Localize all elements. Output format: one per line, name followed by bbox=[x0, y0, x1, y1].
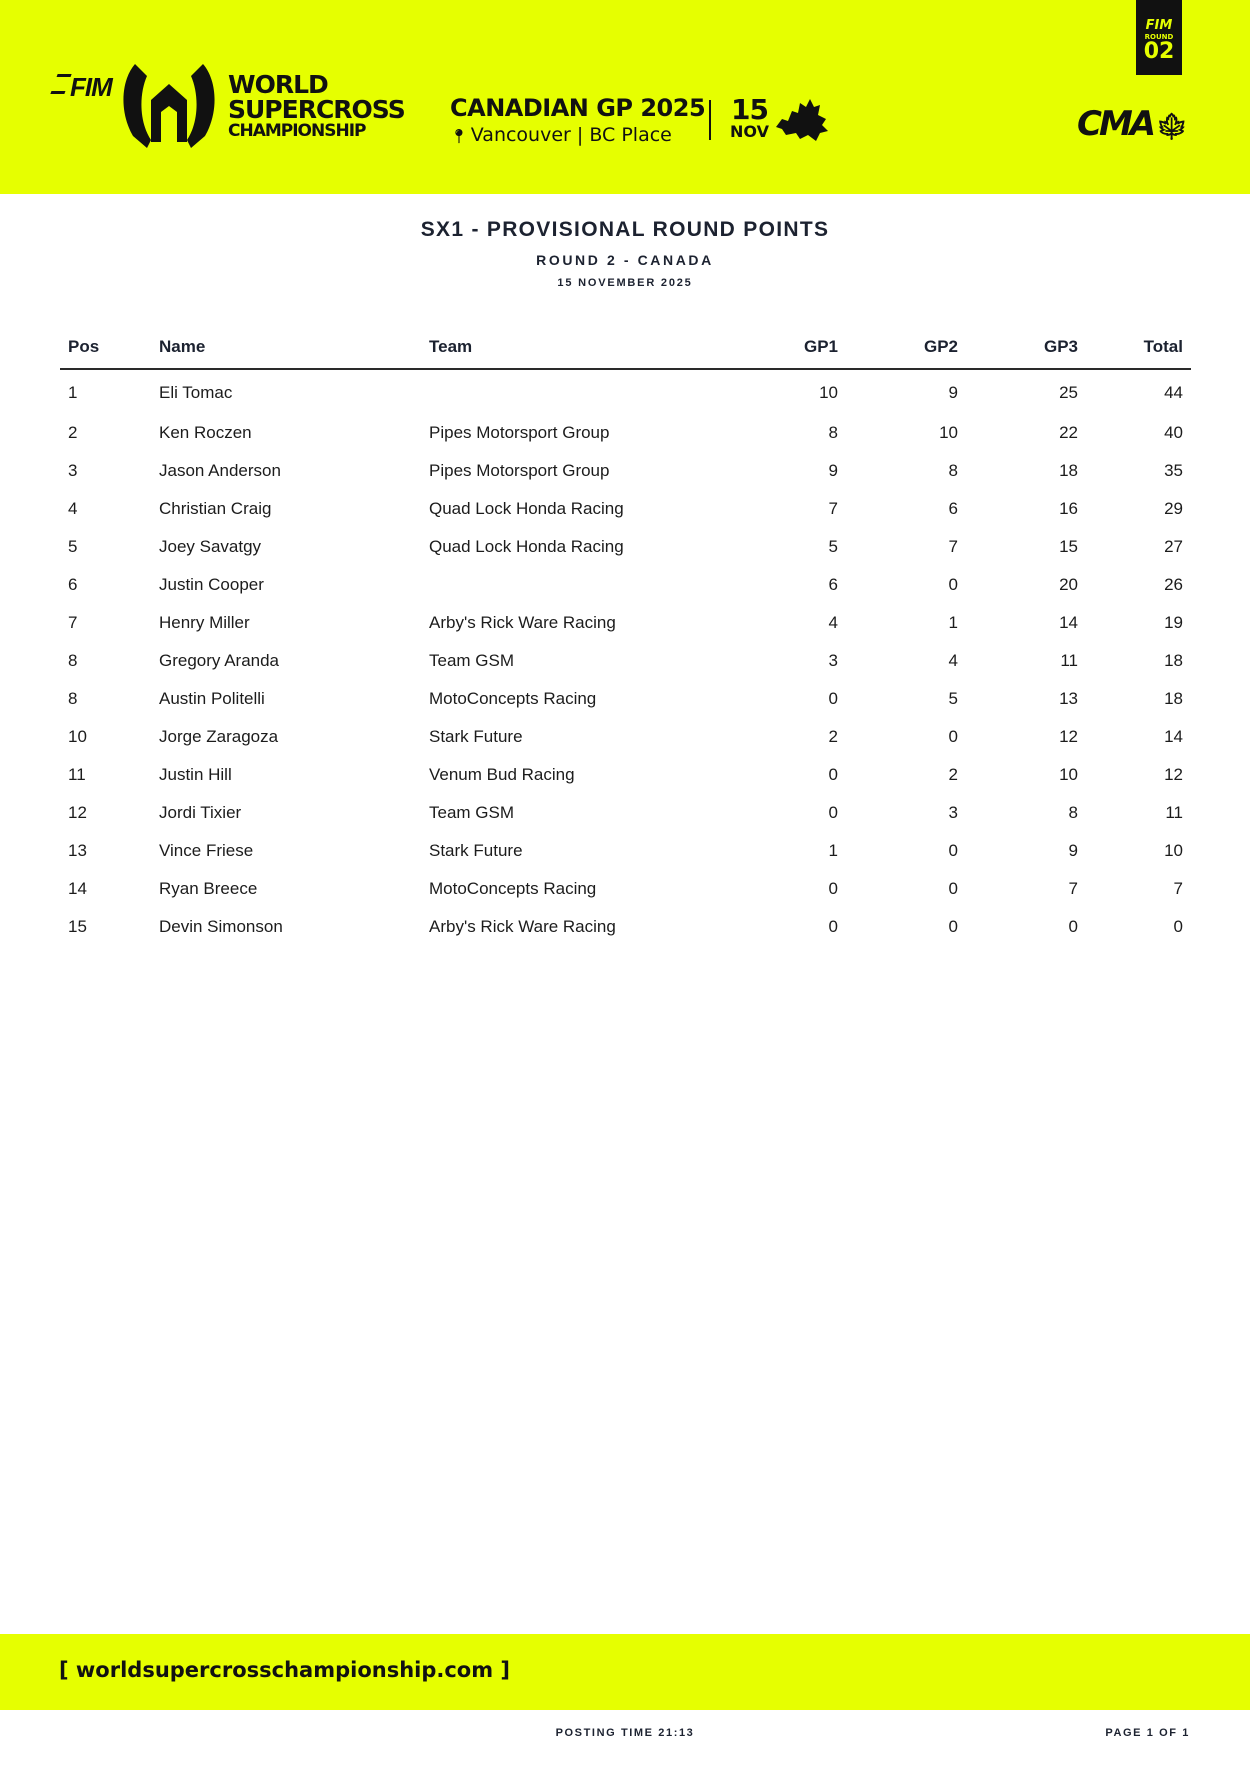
column-header-gp2: GP2 bbox=[923, 337, 958, 356]
round-tag-number: 02 bbox=[1143, 39, 1175, 64]
event-info bbox=[450, 94, 705, 146]
table-row bbox=[60, 832, 1191, 870]
footer-band bbox=[0, 1634, 1250, 1710]
cell-team: Pipes Motorsport Group bbox=[429, 423, 610, 442]
cell-gp3: 13 bbox=[1059, 689, 1078, 708]
cell-name: Eli Tomac bbox=[159, 383, 233, 402]
cell-pos: 5 bbox=[68, 537, 78, 556]
cell-gp1: 2 bbox=[828, 727, 838, 746]
cell-name: Vince Friese bbox=[159, 841, 254, 860]
cell-gp3: 8 bbox=[1068, 803, 1078, 822]
column-header-gp1: GP1 bbox=[803, 337, 838, 356]
cell-total: 27 bbox=[1164, 537, 1183, 556]
cell-gp3: 12 bbox=[1059, 727, 1078, 746]
cell-gp3: 20 bbox=[1059, 575, 1078, 594]
cell-team bbox=[429, 369, 759, 414]
cell-gp1: 0 bbox=[828, 917, 838, 936]
brand-line-1: WORLD bbox=[228, 70, 328, 99]
cell-team: Quad Lock Honda Racing bbox=[429, 499, 624, 518]
cell-gp1: 0 bbox=[828, 765, 838, 784]
cell-team: Stark Future bbox=[429, 727, 523, 746]
cell-total: 12 bbox=[1164, 765, 1183, 784]
column-header-pos: Pos bbox=[68, 337, 100, 356]
cell-pos: 7 bbox=[68, 613, 78, 632]
cell-team: Arby's Rick Ware Racing bbox=[429, 917, 616, 936]
cell-gp1: 6 bbox=[828, 575, 838, 594]
cell-pos: 12 bbox=[68, 803, 87, 822]
cell-pos: 14 bbox=[68, 879, 87, 898]
cell-gp3: 16 bbox=[1059, 499, 1078, 518]
cell-gp1: 3 bbox=[828, 651, 838, 670]
header-divider bbox=[709, 100, 711, 140]
cell-total: 19 bbox=[1164, 613, 1183, 632]
cell-name: Christian Craig bbox=[159, 499, 272, 518]
cell-gp1: 0 bbox=[828, 879, 838, 898]
results-body bbox=[60, 369, 1191, 946]
cell-total: 40 bbox=[1164, 423, 1183, 442]
cell-gp2: 0 bbox=[948, 879, 958, 898]
wsx-wordmark bbox=[228, 72, 405, 140]
cell-total: 0 bbox=[1173, 917, 1183, 936]
cell-team: MotoConcepts Racing bbox=[429, 879, 597, 898]
fim-logo: FIM bbox=[54, 72, 112, 103]
cell-team: MotoConcepts Racing bbox=[429, 689, 597, 708]
cell-gp1: 8 bbox=[828, 423, 838, 442]
cell-name: Jason Anderson bbox=[159, 461, 281, 480]
table-row bbox=[60, 604, 1191, 642]
table-row bbox=[60, 528, 1191, 566]
cell-gp3: 0 bbox=[1068, 917, 1078, 936]
event-venue: 📍︎ Vancouver | BC Place bbox=[450, 124, 672, 146]
cell-gp2: 0 bbox=[948, 727, 958, 746]
event-month: NOV bbox=[730, 122, 769, 141]
table-row bbox=[60, 642, 1191, 680]
cell-name: Henry Miller bbox=[159, 613, 250, 632]
header-band bbox=[0, 0, 1250, 194]
cell-total: 7 bbox=[1173, 879, 1183, 898]
cell-name: Jordi Tixier bbox=[159, 803, 242, 822]
maple-leaf-icon: 🍁︎ bbox=[1155, 112, 1186, 142]
table-row bbox=[60, 369, 1191, 414]
cell-team: Team GSM bbox=[429, 803, 515, 822]
column-header-team: Team bbox=[429, 337, 473, 356]
brand-line-2: SUPERCROSS bbox=[228, 95, 405, 124]
cell-pos: 2 bbox=[68, 423, 78, 442]
cell-total: 44 bbox=[1164, 383, 1183, 402]
cell-gp2: 4 bbox=[948, 651, 958, 670]
event-title: CANADIAN GP 2025 bbox=[450, 94, 706, 122]
cell-pos: 8 bbox=[68, 651, 78, 670]
cell-gp2: 1 bbox=[948, 613, 958, 632]
cell-gp3: 22 bbox=[1059, 423, 1078, 442]
cell-name: Ken Roczen bbox=[159, 423, 252, 442]
cell-pos: 1 bbox=[68, 383, 78, 402]
cell-total: 26 bbox=[1164, 575, 1183, 594]
cell-gp2: 2 bbox=[948, 765, 958, 784]
cell-team: Stark Future bbox=[429, 841, 523, 860]
cell-name: Justin Hill bbox=[159, 765, 232, 784]
cell-gp1: 10 bbox=[819, 383, 838, 402]
document-date: 15 NOVEMBER 2025 bbox=[557, 277, 693, 289]
posting-time: POSTING TIME 21:13 bbox=[555, 1727, 695, 1739]
cell-gp2: 7 bbox=[948, 537, 958, 556]
cell-gp3: 7 bbox=[1068, 879, 1078, 898]
cell-team: Pipes Motorsport Group bbox=[429, 461, 610, 480]
table-row bbox=[60, 718, 1191, 756]
cell-pos: 10 bbox=[68, 727, 87, 746]
table-row bbox=[60, 566, 1191, 604]
column-header-gp3: GP3 bbox=[1043, 337, 1078, 356]
column-header-name: Name bbox=[159, 337, 206, 356]
cell-gp3: 14 bbox=[1059, 613, 1078, 632]
cell-total: 29 bbox=[1164, 499, 1183, 518]
cell-gp1: 4 bbox=[828, 613, 838, 632]
cell-total: 11 bbox=[1165, 803, 1183, 822]
table-row bbox=[60, 490, 1191, 528]
event-day: 15 bbox=[730, 93, 768, 126]
cell-gp3: 11 bbox=[1060, 651, 1078, 670]
cell-name: Jorge Zaragoza bbox=[159, 727, 279, 746]
cell-gp2: 9 bbox=[948, 383, 958, 402]
cell-gp3: 15 bbox=[1059, 537, 1078, 556]
cell-gp1: 0 bbox=[828, 689, 838, 708]
table-row bbox=[60, 414, 1191, 452]
cell-total: 35 bbox=[1164, 461, 1183, 480]
table-row bbox=[60, 870, 1191, 908]
table-header-row bbox=[60, 326, 1191, 369]
location-pin-icon: 📍︎ bbox=[450, 129, 468, 145]
cell-pos: 4 bbox=[68, 499, 78, 518]
cell-gp2: 0 bbox=[948, 841, 958, 860]
cell-pos: 3 bbox=[68, 461, 78, 480]
cell-team: Venum Bud Racing bbox=[429, 765, 575, 784]
document-title: SX1 - PROVISIONAL ROUND POINTS bbox=[420, 218, 830, 241]
cell-gp3: 9 bbox=[1068, 841, 1078, 860]
cell-gp2: 3 bbox=[948, 803, 958, 822]
cell-gp1: 1 bbox=[828, 841, 838, 860]
cell-team: Arby's Rick Ware Racing bbox=[429, 613, 616, 632]
document-subtitle: ROUND 2 - CANADA bbox=[536, 252, 714, 268]
cell-total: 18 bbox=[1164, 689, 1183, 708]
cell-gp1: 7 bbox=[828, 499, 838, 518]
cma-logo: CMA🍁︎ bbox=[1077, 104, 1186, 144]
cell-pos: 8 bbox=[68, 689, 78, 708]
table-row bbox=[60, 452, 1191, 490]
cell-pos: 13 bbox=[68, 841, 87, 860]
cell-gp2: 8 bbox=[948, 461, 958, 480]
cell-gp1: 5 bbox=[828, 537, 838, 556]
table-row bbox=[60, 908, 1191, 946]
wsx-crest-icon bbox=[117, 60, 221, 152]
cell-pos: 6 bbox=[68, 575, 78, 594]
website-link[interactable]: [ worldsupercrosschampionship.com ] bbox=[59, 1658, 511, 1682]
round-tag bbox=[1136, 0, 1182, 75]
cell-gp2: 0 bbox=[948, 575, 958, 594]
round-tag-label: ROUND bbox=[1144, 33, 1174, 41]
cell-pos: 11 bbox=[68, 765, 86, 784]
cell-gp2: 10 bbox=[939, 423, 958, 442]
cell-total: 18 bbox=[1164, 651, 1183, 670]
page-number: PAGE 1 OF 1 bbox=[1105, 1727, 1190, 1739]
canada-map-icon bbox=[774, 97, 830, 143]
cell-team: Quad Lock Honda Racing bbox=[429, 537, 624, 556]
table-row bbox=[60, 756, 1191, 794]
cell-gp3: 10 bbox=[1059, 765, 1078, 784]
brand-line-3: CHAMPIONSHIP bbox=[228, 121, 366, 141]
cell-total: 14 bbox=[1164, 727, 1183, 746]
cell-gp2: 6 bbox=[948, 499, 958, 518]
cell-gp2: 5 bbox=[948, 689, 958, 708]
round-tag-fim: FIM bbox=[1145, 18, 1173, 33]
cell-gp3: 18 bbox=[1059, 461, 1078, 480]
cell-team: Team GSM bbox=[429, 651, 515, 670]
cell-name: Ryan Breece bbox=[159, 879, 258, 898]
results-table bbox=[60, 326, 1191, 946]
cell-gp3: 25 bbox=[1059, 383, 1078, 402]
cell-name: Gregory Aranda bbox=[159, 651, 280, 670]
cell-name: Austin Politelli bbox=[159, 689, 265, 708]
cell-total: 10 bbox=[1164, 841, 1183, 860]
event-date bbox=[730, 93, 769, 141]
cell-team bbox=[429, 566, 759, 604]
cell-name: Joey Savatgy bbox=[159, 537, 262, 556]
table-row bbox=[60, 794, 1191, 832]
cell-gp2: 0 bbox=[948, 917, 958, 936]
cell-pos: 15 bbox=[68, 917, 87, 936]
cell-gp1: 9 bbox=[828, 461, 838, 480]
cell-name: Devin Simonson bbox=[159, 917, 283, 936]
cell-name: Justin Cooper bbox=[159, 575, 264, 594]
cell-gp1: 0 bbox=[828, 803, 838, 822]
table-row bbox=[60, 680, 1191, 718]
column-header-total: Total bbox=[1143, 337, 1183, 356]
